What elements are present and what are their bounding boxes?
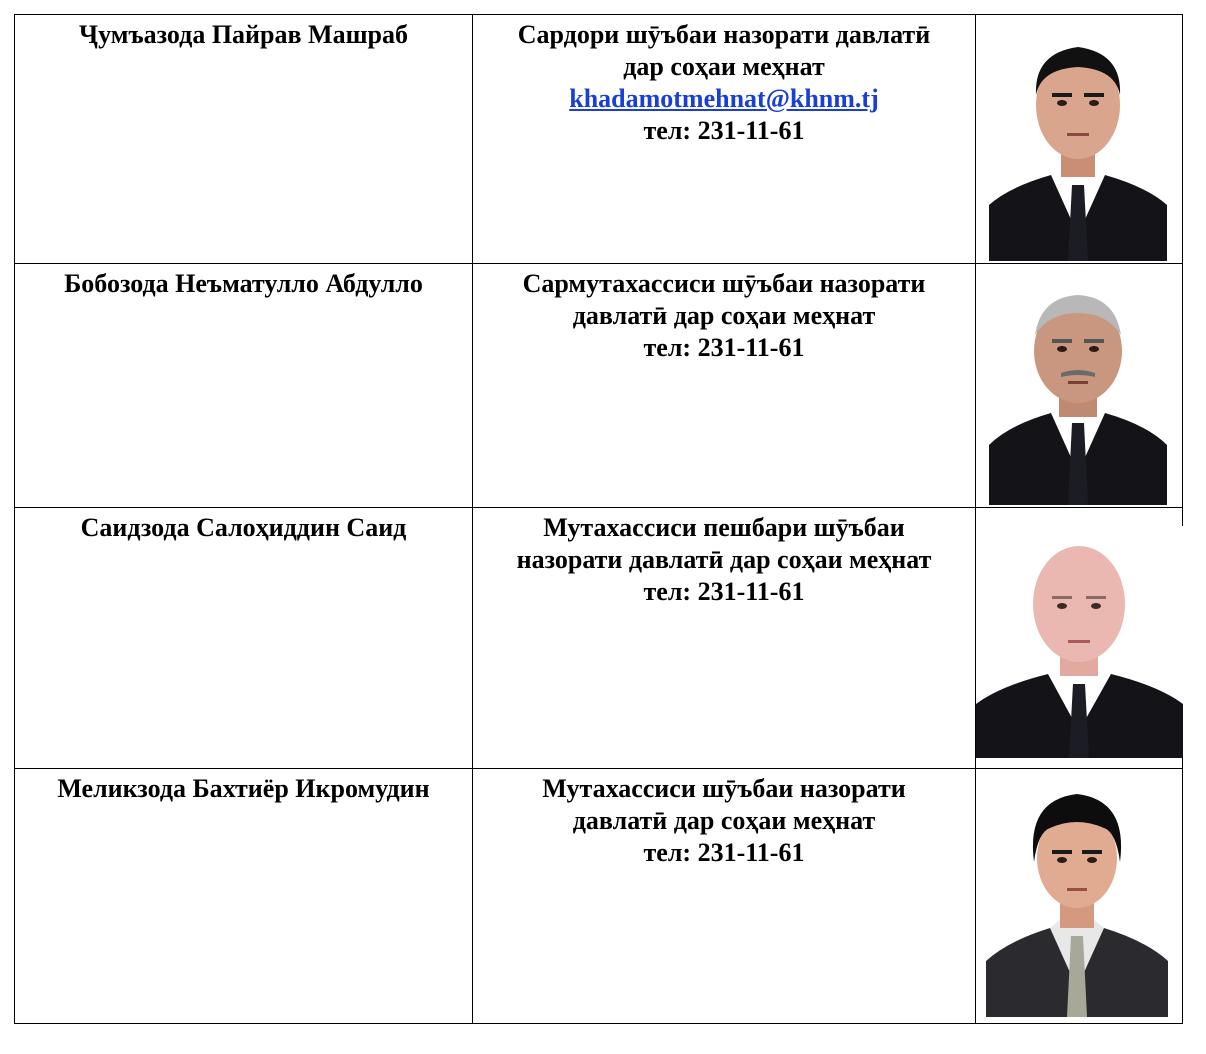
phone-number: тел: 231-11-61 bbox=[643, 838, 805, 867]
employee-photo-cell bbox=[976, 15, 1183, 264]
person-portrait-icon bbox=[976, 526, 1183, 758]
employee-name-cell bbox=[15, 15, 473, 264]
employee-name: Меликзода Бахтиёр Икромудин bbox=[57, 774, 430, 803]
table-row bbox=[15, 264, 1183, 508]
employee-name-cell bbox=[15, 769, 473, 1024]
employee-name: Ҷумъазода Пайрав Машраб bbox=[79, 20, 408, 49]
phone-number: тел: 231-11-61 bbox=[643, 577, 805, 606]
employee-photo-cell bbox=[976, 769, 1183, 1024]
position-line: дар соҳаи меҳнат bbox=[623, 52, 825, 81]
person-portrait-icon bbox=[986, 776, 1168, 1017]
employee-position-cell bbox=[473, 15, 976, 264]
email-link[interactable]: khadamotmehnat@khnm.tj bbox=[569, 84, 879, 113]
phone-number: тел: 231-11-61 bbox=[643, 116, 805, 145]
table-row bbox=[15, 769, 1183, 1024]
position-line: давлатӣ дар соҳаи меҳнат bbox=[572, 301, 876, 330]
position-line: Сардори шӯъбаи назорати давлатӣ bbox=[517, 20, 931, 49]
position-line: Сармутахассиси шӯъбаи назорати bbox=[522, 269, 926, 298]
employee-name: Саидзода Салоҳиддин Саид bbox=[80, 513, 407, 542]
employee-photo-cell bbox=[976, 508, 1183, 769]
table-row bbox=[15, 508, 1183, 769]
person-portrait-icon bbox=[989, 273, 1167, 505]
employee-photo bbox=[989, 273, 1167, 505]
employee-photo bbox=[976, 526, 1183, 758]
employee-position-cell bbox=[473, 769, 976, 1024]
employee-photo bbox=[989, 25, 1167, 261]
employee-position-cell bbox=[473, 264, 976, 508]
position-line: давлатӣ дар соҳаи меҳнат bbox=[572, 806, 876, 835]
employee-name-cell bbox=[15, 264, 473, 508]
employee-name-cell bbox=[15, 508, 473, 769]
employee-photo bbox=[986, 776, 1168, 1017]
employee-name: Бобозода Неъматулло Абдулло bbox=[64, 269, 423, 298]
employee-position-cell bbox=[473, 508, 976, 769]
position-line: Мутахассиси шӯъбаи назорати bbox=[542, 774, 906, 803]
position-line: Мутахассиси пешбари шӯъбаи bbox=[543, 513, 905, 542]
person-portrait-icon bbox=[989, 25, 1167, 261]
staff-table bbox=[14, 14, 1183, 1024]
table-row bbox=[15, 15, 1183, 264]
position-line: назорати давлатӣ дар соҳаи меҳнат bbox=[516, 545, 932, 574]
employee-photo-cell bbox=[976, 264, 1183, 508]
phone-number: тел: 231-11-61 bbox=[643, 333, 805, 362]
